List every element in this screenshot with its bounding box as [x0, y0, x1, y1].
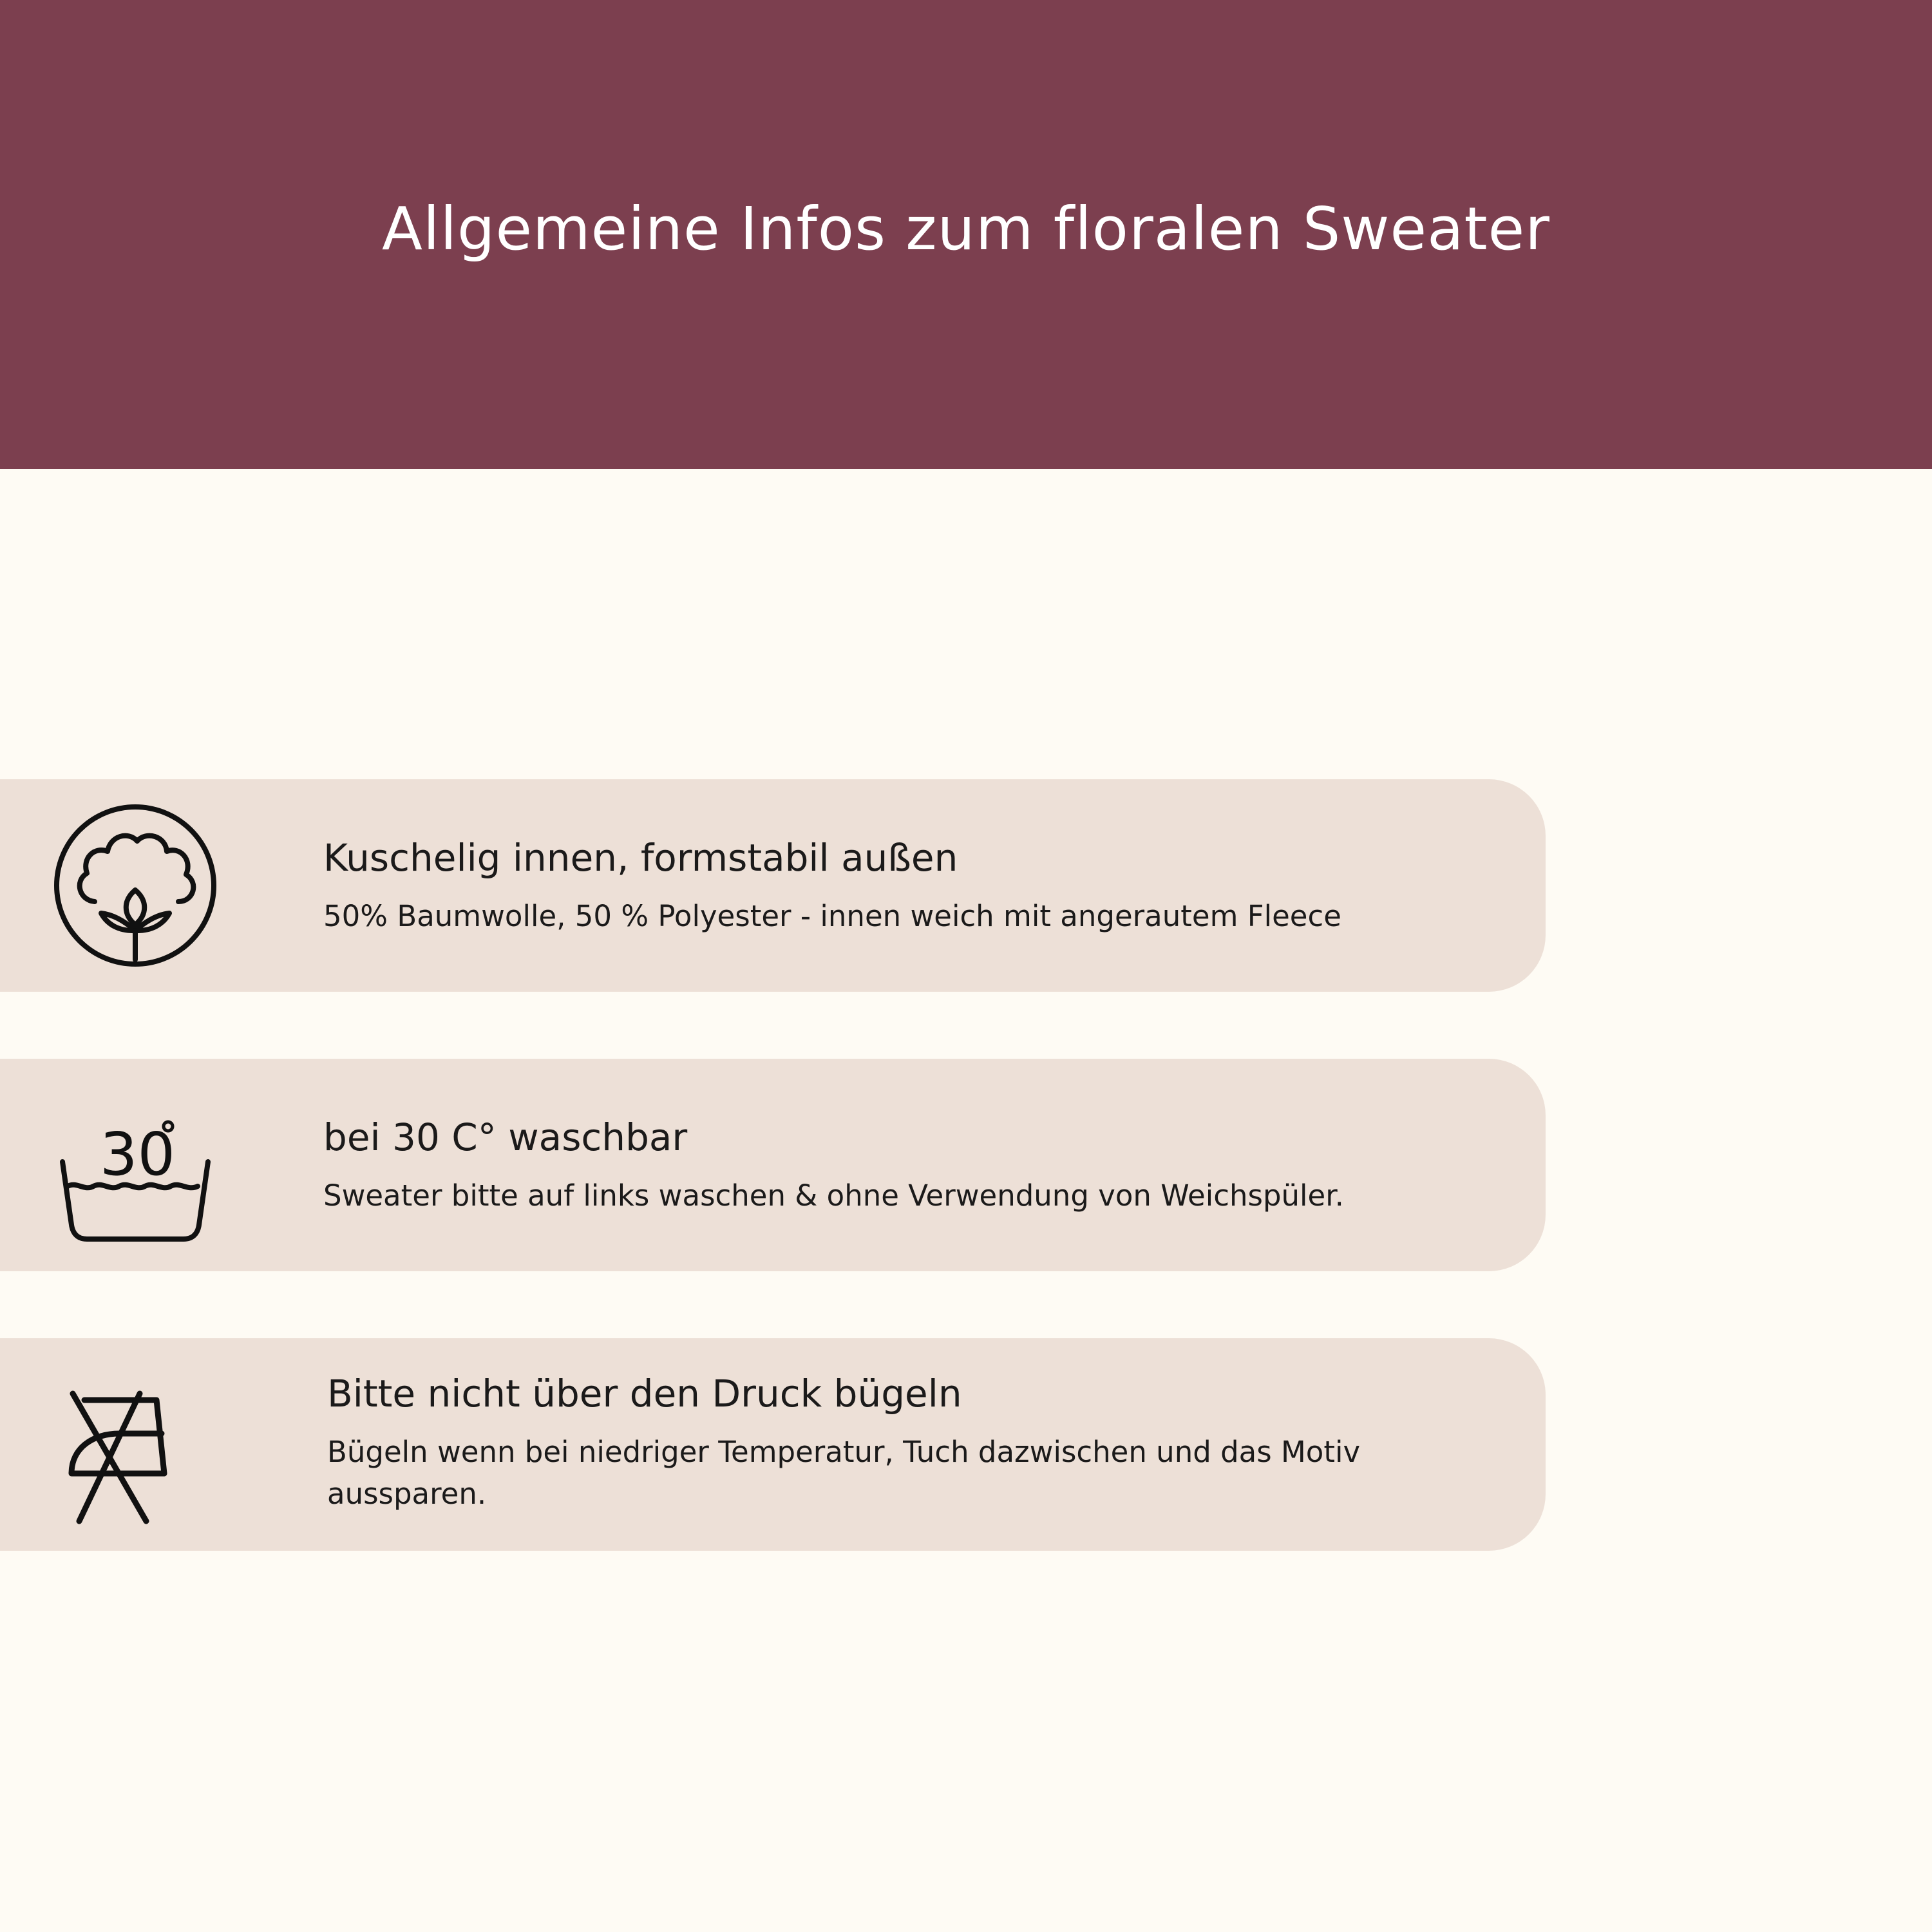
card-description: Bügeln wenn bei niedriger Temperatur, Tuch dazwischen und das Motiv aussparen. [327, 1434, 1361, 1511]
card-heading: Bitte nicht über den Druck bügeln [327, 1372, 962, 1416]
wash-30-icon [48, 1078, 222, 1252]
card-text [323, 836, 1470, 937]
no-ironing-icon [48, 1358, 222, 1531]
svg-text:30: 30 [100, 1120, 176, 1189]
cotton-icon [48, 799, 222, 972]
card-text [323, 1115, 1470, 1217]
card-heading: Kuschelig innen, formstabil außen [323, 836, 958, 880]
card-description: Sweater bitte auf links waschen & ohne Verwendung von Weichspüler. [323, 1178, 1344, 1213]
page-title: Allgemeine Infos zum floralen Sweater [381, 194, 1551, 263]
header-band [0, 0, 1932, 469]
card-text [327, 1372, 1473, 1515]
card-heading: bei 30 C° waschbar [323, 1115, 688, 1159]
info-card-material [0, 779, 1546, 992]
info-card-ironing [0, 1338, 1546, 1551]
info-card-washing [0, 1059, 1546, 1271]
card-description: 50% Baumwolle, 50 % Polyester - innen weich mit angerautem Fleece [323, 898, 1341, 933]
